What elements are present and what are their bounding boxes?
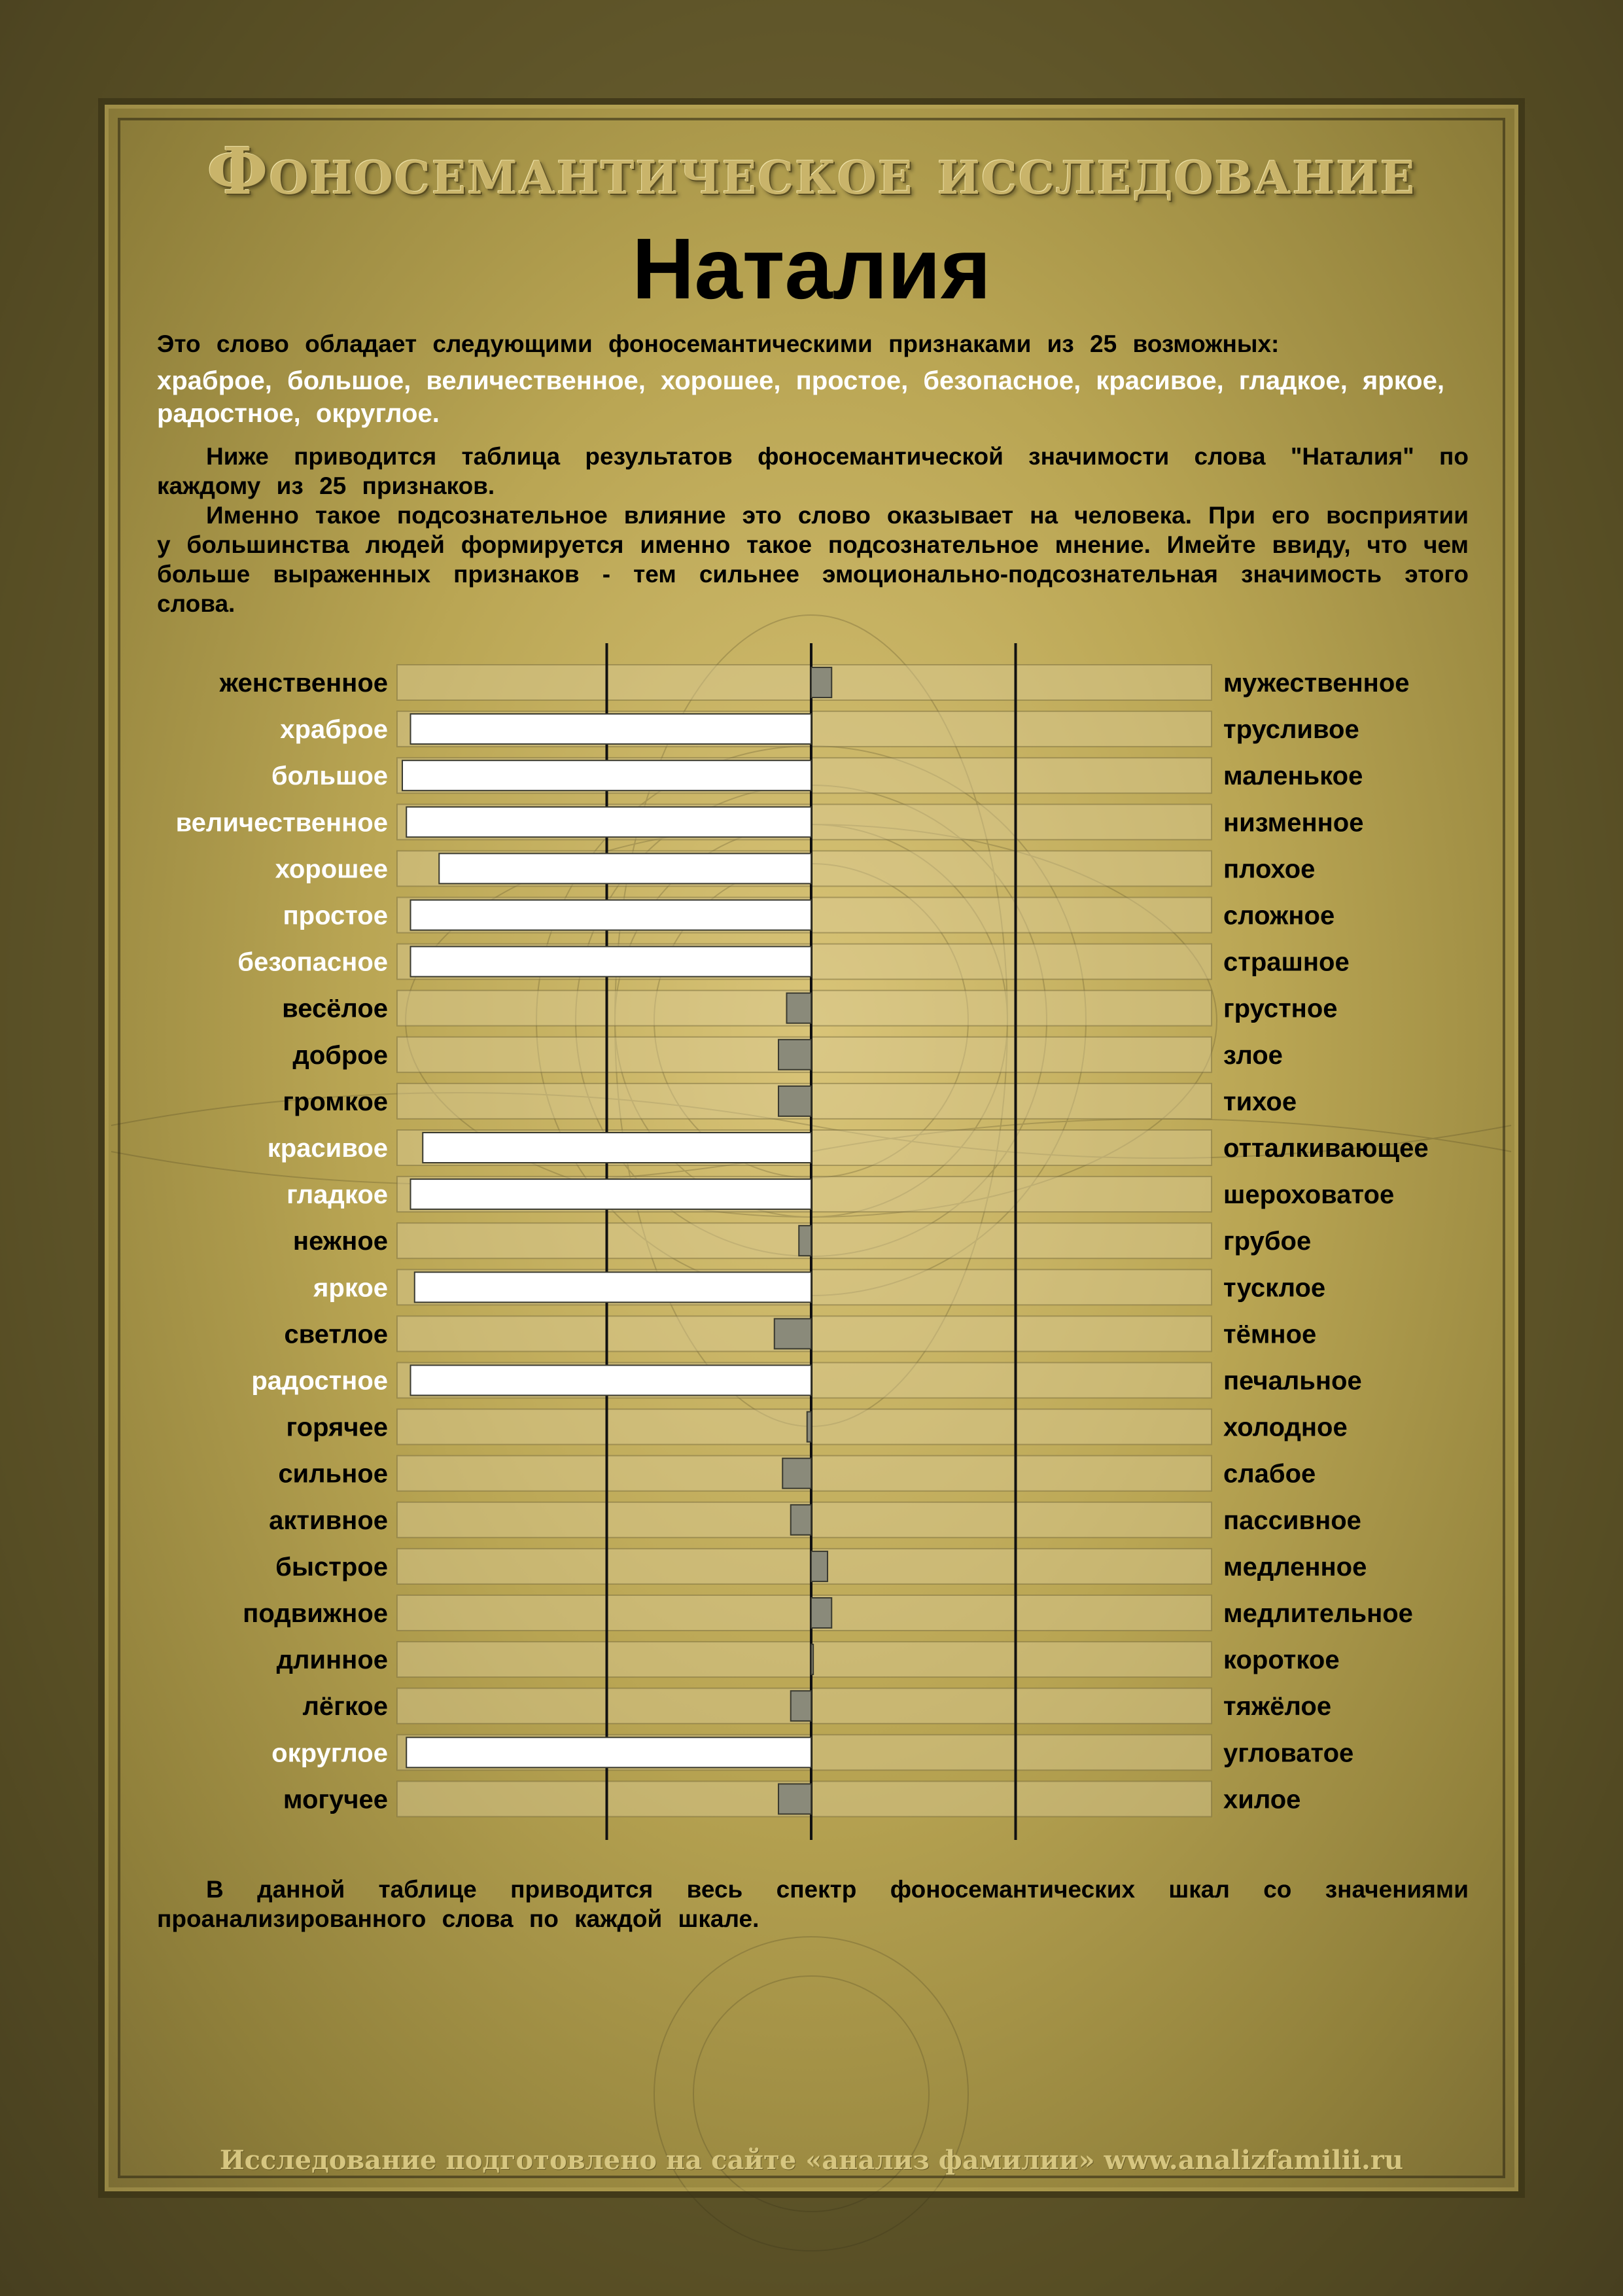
scale-label-left: весёлое xyxy=(282,994,388,1023)
scale-row-band xyxy=(397,1409,1212,1445)
scale-label-right: холодное xyxy=(1223,1413,1348,1442)
scale-label-left: округлое xyxy=(271,1739,388,1768)
footer-credit: Исследование подготовлено на сайте «анализ фамилии» www.analizfamilii.ru xyxy=(219,2145,1404,2176)
traits-list: храброе, большое, величественное, хорошее, простое, безопасное, красивое, гладкое, яркое, радостное, округлое. xyxy=(157,366,1444,428)
scale-bar xyxy=(406,807,811,837)
scale-label-left: храброе xyxy=(280,715,388,745)
scale-label-right: слабое xyxy=(1223,1459,1316,1489)
scale-label-left: яркое xyxy=(313,1273,388,1303)
scale-label-left: доброе xyxy=(292,1040,388,1070)
scale-label-right: трусливое xyxy=(1223,715,1359,745)
scale-label-left: радостное xyxy=(251,1366,388,1396)
scale-row-band xyxy=(397,665,1212,700)
scale-label-left: могучее xyxy=(283,1785,388,1814)
scale-label-left: большое xyxy=(271,762,388,791)
scale-label-right: тяжёлое xyxy=(1223,1692,1332,1722)
scale-bar xyxy=(778,1784,811,1814)
scale-label-right: сложное xyxy=(1223,901,1335,930)
scale-label-right: медленное xyxy=(1223,1552,1367,1581)
scale-label-right: страшное xyxy=(1223,947,1350,977)
scale-label-right: маленькое xyxy=(1223,762,1363,791)
scale-label-left: длинное xyxy=(276,1646,388,1675)
intro-text: Это слово обладает следующими фоносемантическими признаками из 25 возможных: xyxy=(157,330,1280,357)
scale-label-left: красивое xyxy=(267,1134,388,1163)
scale-label-right: мужественное xyxy=(1223,669,1410,698)
scale-label-right: угловатое xyxy=(1223,1739,1354,1768)
scale-label-right: шероховатое xyxy=(1223,1180,1395,1210)
description-2: Именно такое подсознательное влияние это слово оказывает на человека. При его восприятии у большинства людей формируется именно такое подсознательное мнение. Имейте ввиду, что чем больше выраженных признаков - тем сильнее эмоционально-подсознательная значимость этого слова. xyxy=(157,502,1469,617)
scale-label-left: гладкое xyxy=(287,1180,388,1210)
scale-bar xyxy=(402,760,811,790)
scale-bar xyxy=(411,1366,812,1396)
scale-label-right: отталкивающее xyxy=(1223,1134,1429,1163)
scale-bar xyxy=(811,1598,831,1628)
scale-row-band xyxy=(397,1642,1212,1677)
scale-label-right: печальное xyxy=(1223,1366,1362,1396)
scale-label-left: лёгкое xyxy=(302,1692,388,1722)
scale-label-right: хилое xyxy=(1223,1785,1301,1814)
scale-bar xyxy=(406,1737,811,1767)
scale-bar xyxy=(778,1040,811,1070)
analyzed-name: Наталия xyxy=(632,221,991,317)
scale-row-band xyxy=(397,1549,1212,1584)
scale-bar xyxy=(799,1226,811,1256)
scale-bar xyxy=(415,1272,811,1302)
scale-label-left: величественное xyxy=(175,808,388,838)
scale-label-left: хорошее xyxy=(275,855,388,884)
scale-label-left: быстрое xyxy=(275,1552,388,1581)
document-title: Фоносемантическое исследование xyxy=(207,134,1416,209)
scale-label-right: злое xyxy=(1223,1040,1283,1070)
scale-bar xyxy=(791,1691,811,1721)
scale-label-right: тёмное xyxy=(1223,1320,1317,1349)
scale-bar xyxy=(775,1318,811,1349)
scale-label-right: короткое xyxy=(1223,1646,1340,1675)
scale-bar xyxy=(411,900,812,930)
scale-bar xyxy=(778,1086,811,1116)
scale-label-right: пассивное xyxy=(1223,1506,1361,1535)
scale-bar xyxy=(411,1179,812,1209)
scale-label-right: грубое xyxy=(1223,1227,1312,1256)
scale-bar xyxy=(807,1412,811,1442)
scale-bar xyxy=(411,714,812,744)
scale-label-right: плохое xyxy=(1223,855,1316,884)
scale-label-left: сильное xyxy=(278,1459,388,1489)
scale-bar xyxy=(423,1133,811,1163)
scale-bar xyxy=(811,1551,828,1581)
description-1: Ниже приводится таблица результатов фоносемантической значимости слова "Наталия" по каждому из 25 признаков. xyxy=(157,443,1469,499)
scale-label-left: громкое xyxy=(283,1087,388,1116)
scale-label-right: тусклое xyxy=(1223,1273,1326,1303)
scale-label-left: женственное xyxy=(219,669,388,698)
scale-label-right: низменное xyxy=(1223,808,1364,838)
scale-label-left: безопасное xyxy=(237,947,388,977)
scale-label-right: грустное xyxy=(1223,994,1338,1023)
scale-bar xyxy=(811,1644,813,1674)
outro-text: В данной таблице приводится весь спектр фоносемантических шкал со значениями проанализированного слова по каждой шкале. xyxy=(157,1876,1469,1932)
scale-bar xyxy=(791,1505,811,1535)
scale-bar xyxy=(811,667,831,698)
scale-bar xyxy=(787,993,812,1023)
scale-label-left: простое xyxy=(283,901,388,930)
scale-label-right: тихое xyxy=(1223,1087,1297,1116)
scale-bar xyxy=(439,853,811,883)
scale-label-right: медлительное xyxy=(1223,1599,1413,1628)
scale-label-left: нежное xyxy=(292,1227,388,1256)
scale-label-left: активное xyxy=(269,1506,388,1535)
scale-label-left: горячее xyxy=(286,1413,388,1442)
scale-row-band xyxy=(397,1595,1212,1631)
scale-bar xyxy=(782,1458,811,1489)
scale-bar xyxy=(411,947,812,977)
scale-label-left: подвижное xyxy=(243,1599,388,1628)
scale-label-left: светлое xyxy=(284,1320,388,1349)
